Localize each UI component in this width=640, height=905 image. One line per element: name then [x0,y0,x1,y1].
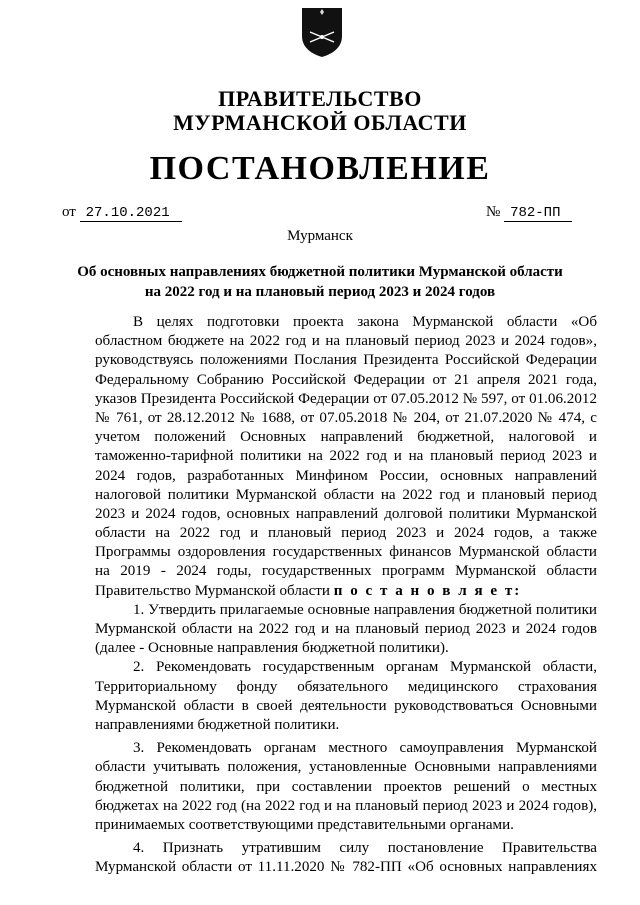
text-line: 2024 годов, разработанных Минфином России, основных направлений [95,467,597,484]
document-type-heading: ПОСТАНОВЛЕНИЕ [149,150,491,187]
text-line: руководствуясь положениями Послания Президента Российской Федерации [95,352,597,369]
document-number: 782-ПП [504,206,572,222]
document-date-line [62,204,182,222]
text-line: налоговой политики Мурманской области на 2022 год и плановый период [95,486,597,503]
text-line: Программы оздоровления государственных финансов Мурманской области [95,544,597,561]
paragraph-item-3 [95,739,597,835]
text-line: 2023 и 2024 годов, основных направлений долговой политики Мурманской [95,505,597,522]
organization-name-line2: МУРМАНСКОЙ ОБЛАСТИ [173,110,467,135]
paragraph-preamble [95,313,597,601]
text-line-decree [95,582,597,601]
text-line: таможенно-тарифной политики на 2022 год и на плановый период 2023 и [95,448,597,465]
organization-name-line1: ПРАВИТЕЛЬСТВО [218,86,422,111]
title-line: на 2022 год и на плановый период 2023 и 2024 годов [144,284,496,300]
text-line: указов Президента Российской Федерации от 07.05.2012 № 597, от 01.06.2012 [95,390,597,407]
paragraph-item-1 [95,601,597,659]
document-date: 27.10.2021 [80,206,182,222]
text-line: Мурманской области на 2022 год и на плановый период 2023 и 2024 годов [95,621,597,637]
text-line: 3. Рекомендовать органам местного самоуправления Мурманской [133,740,597,757]
number-prefix: № [486,204,501,220]
text-line: Территориальному фонду обязательного медицинского страхования [95,678,597,695]
text-line: 4. Признать утратившим силу постановление Правительства [133,840,597,857]
text-line: бюджетной политики, при составлении проектов решений о местных [95,778,597,795]
paragraph-item-4 [95,839,597,877]
text-line: учетом положений Основных направлений бюджетной, налоговой и [95,429,597,446]
text-line: № 761, от 28.12.2012 № 1688, от 07.05.2018 № 204, от 21.07.2020 № 474, с [95,409,597,426]
city-name: Мурманск [287,228,353,244]
decree-word: п о с т а н о в л я е т: [333,582,522,599]
title-line: Об основных направлениях бюджетной политики Мурманской области [77,264,563,280]
text-line: Федеральному Собранию Российской Федерации от 21 апреля 2021 года, [95,371,597,388]
text-line: Мурманской области от 11.11.2020 № 782-ПП «Об основных направлениях [95,859,597,876]
text-line: принимаемых соответствующими представительными органами. [95,816,514,833]
text-line: направлениями бюджетной политики. [95,716,340,733]
text-line: области на 2022 год и плановый период 2023 и 2024 годов, а также [95,525,597,542]
text-line: областном бюджете на 2022 год и на плановый период 2023 и 2024 годов», [95,333,597,350]
text-line: Мурманской области в своей деятельности руководствоваться Основными [95,697,597,714]
text-line: (далее - Основные направления бюджетной политики). [95,640,449,657]
date-prefix: от [62,204,76,220]
document-body [95,313,597,877]
text-line: 1. Утвердить прилагаемые основные направления бюджетной политики [133,601,597,618]
paragraph-item-2 [95,658,597,735]
decree-subject: Правительство Мурманской области [95,582,330,599]
text-line: В целях подготовки проекта закона Мурманской области «Об [133,314,597,330]
text-line: бюджетах на 2022 год (на 2022 год и на плановый период 2023 и 2024 годов), [95,797,597,814]
document-title [0,262,640,302]
text-line: на 2019 - 2024 годы, государственных программ Мурманской области [95,563,597,580]
text-line: области учитывать положения, установленные Основными направлениями [95,759,597,776]
coat-of-arms-emblem [300,6,344,58]
text-line: 2. Рекомендовать государственным органам Мурманской области, [133,659,597,676]
document-number-line [486,204,572,222]
